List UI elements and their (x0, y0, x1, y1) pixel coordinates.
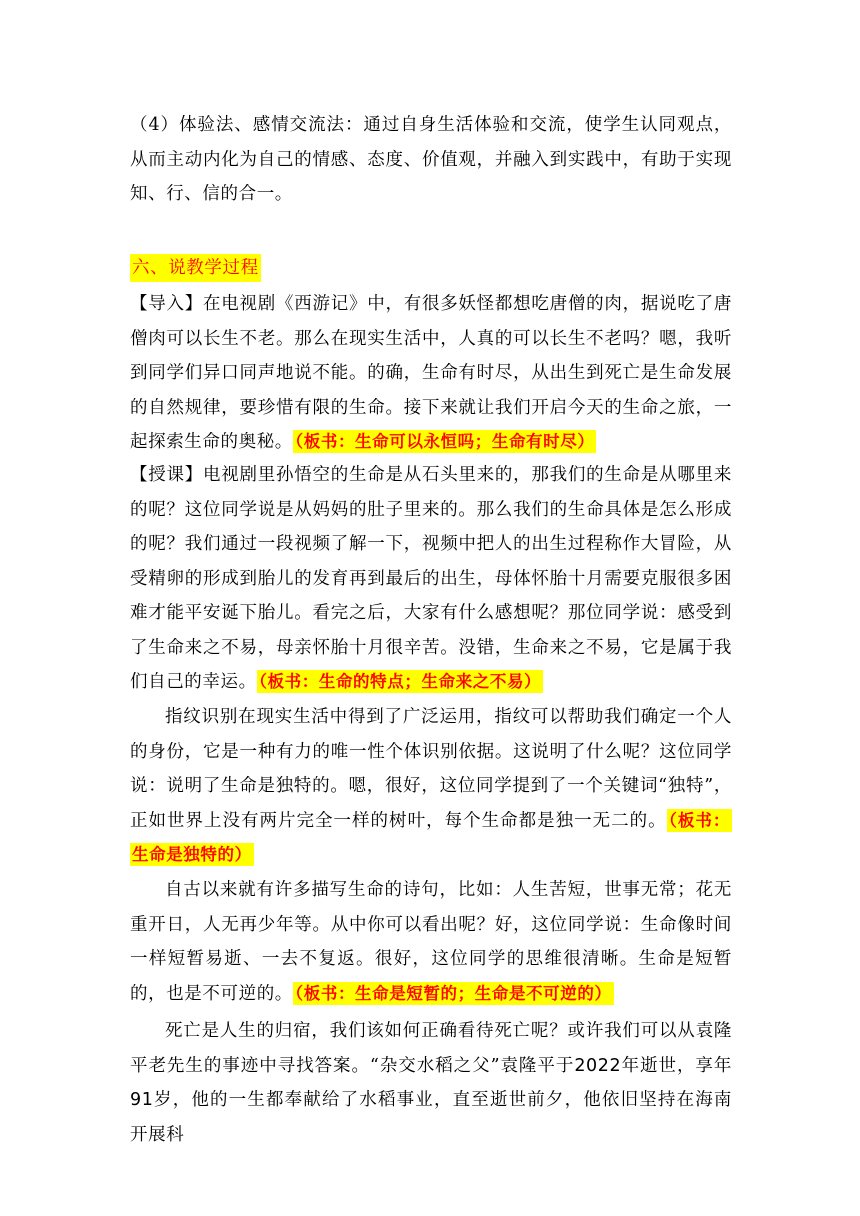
section-heading-teaching-process: 六、说教学过程 (130, 254, 261, 282)
poems-text: 自古以来就有许多描写生命的诗句，比如：人生苦短，世事无常；花无重开日，人无再少年等。从中你可以看出呢？好，这位同学说：生命像时间一样短暂易逝、一去不复返。很好，这位同学的思维很清晰。生命是短暂的，也是不可逆的。 (130, 880, 732, 1004)
lecture-text: 【授课】电视剧里孙悟空的生命是从石头里来的，那我们的生命是从哪里来的呢？这位同学说是从妈妈的肚子里来的。那么我们的生命具体是怎么形成的呢？我们通过一段视频了解一下，视频中把人的出生过程称作大冒险，从受精卵的形成到胎儿的发育再到最后的出生，母体怀胎十月需要克服很多困难才能平安诞下胎儿。看完之后，大家有什么感想呢？那位同学说：感受到了生命来之不易，母亲怀胎十月很辛苦。没错，生命来之不易，它是属于我们自己的幸运。 (130, 465, 732, 692)
paragraph-fingerprint (130, 700, 732, 873)
blackboard-note-life-unique: （板书：生命是独特的） (132, 810, 730, 864)
fingerprint-text: 指纹识别在现实生活中得到了广泛运用，指纹可以帮助我们确定一个人的身份，它是一种有力的唯一性个体识别依据。这说明了什么呢？这位同学说：说明了生命是独特的。嗯，很好，这位同学提到了一个关键词“独特”，正如世界上没有两片完全一样的树叶，每个生命都是独一无二的。 (130, 707, 732, 831)
introduction-text: 【导入】在电视剧《西游记》中，有很多妖怪都想吃唐僧的肉，据说吃了唐僧肉可以长生不老。那么在现实生活中，人真的可以长生不老吗？嗯，我听到同学们异口同声地说不能。的确，生命有时尽，从出生到死亡是生命发展的自然规律，要珍惜有限的生命。接下来就让我们开启今天的生命之旅，一起探索生命的奥秘。 (130, 294, 732, 452)
death-text-c: 岁，他的一生都奉献给了水稻事业，直至逝世前夕，他依旧坚持在海南开展科 (130, 1090, 732, 1145)
paragraph-death (130, 1014, 732, 1152)
blackboard-note-life-limited: （板书：生命可以永恒吗；生命有时尽） (294, 432, 595, 451)
death-text-b: 年逝世，享年 (621, 1055, 732, 1076)
death-year: 2022 (574, 1055, 622, 1076)
paragraph-lecture (130, 458, 732, 700)
paragraph-introduction (130, 287, 732, 460)
death-text-a: 死亡是人生的归宿，我们该如何正确看待死亡呢？或许我们可以从袁隆平老先生的事迹中寻找答案。“杂交水稻之父”袁隆平于 (130, 1021, 732, 1076)
death-age: 91 (130, 1090, 154, 1110)
paragraph-poems (130, 873, 732, 1011)
blackboard-note-life-precious: （板书：生命的特点；生命来之不易） (258, 672, 542, 691)
blackboard-note-life-short: （板书：生命是短暂的；生命是不可逆的） (294, 983, 612, 1003)
paragraph-teaching-method-4: （4）体验法、感情交流法：通过自身生活体验和交流，使学生认同观点，从而主动内化为自己的情感、态度、价值观，并融入到实践中，有助于实现知、行、信的合一。 (130, 115, 732, 204)
